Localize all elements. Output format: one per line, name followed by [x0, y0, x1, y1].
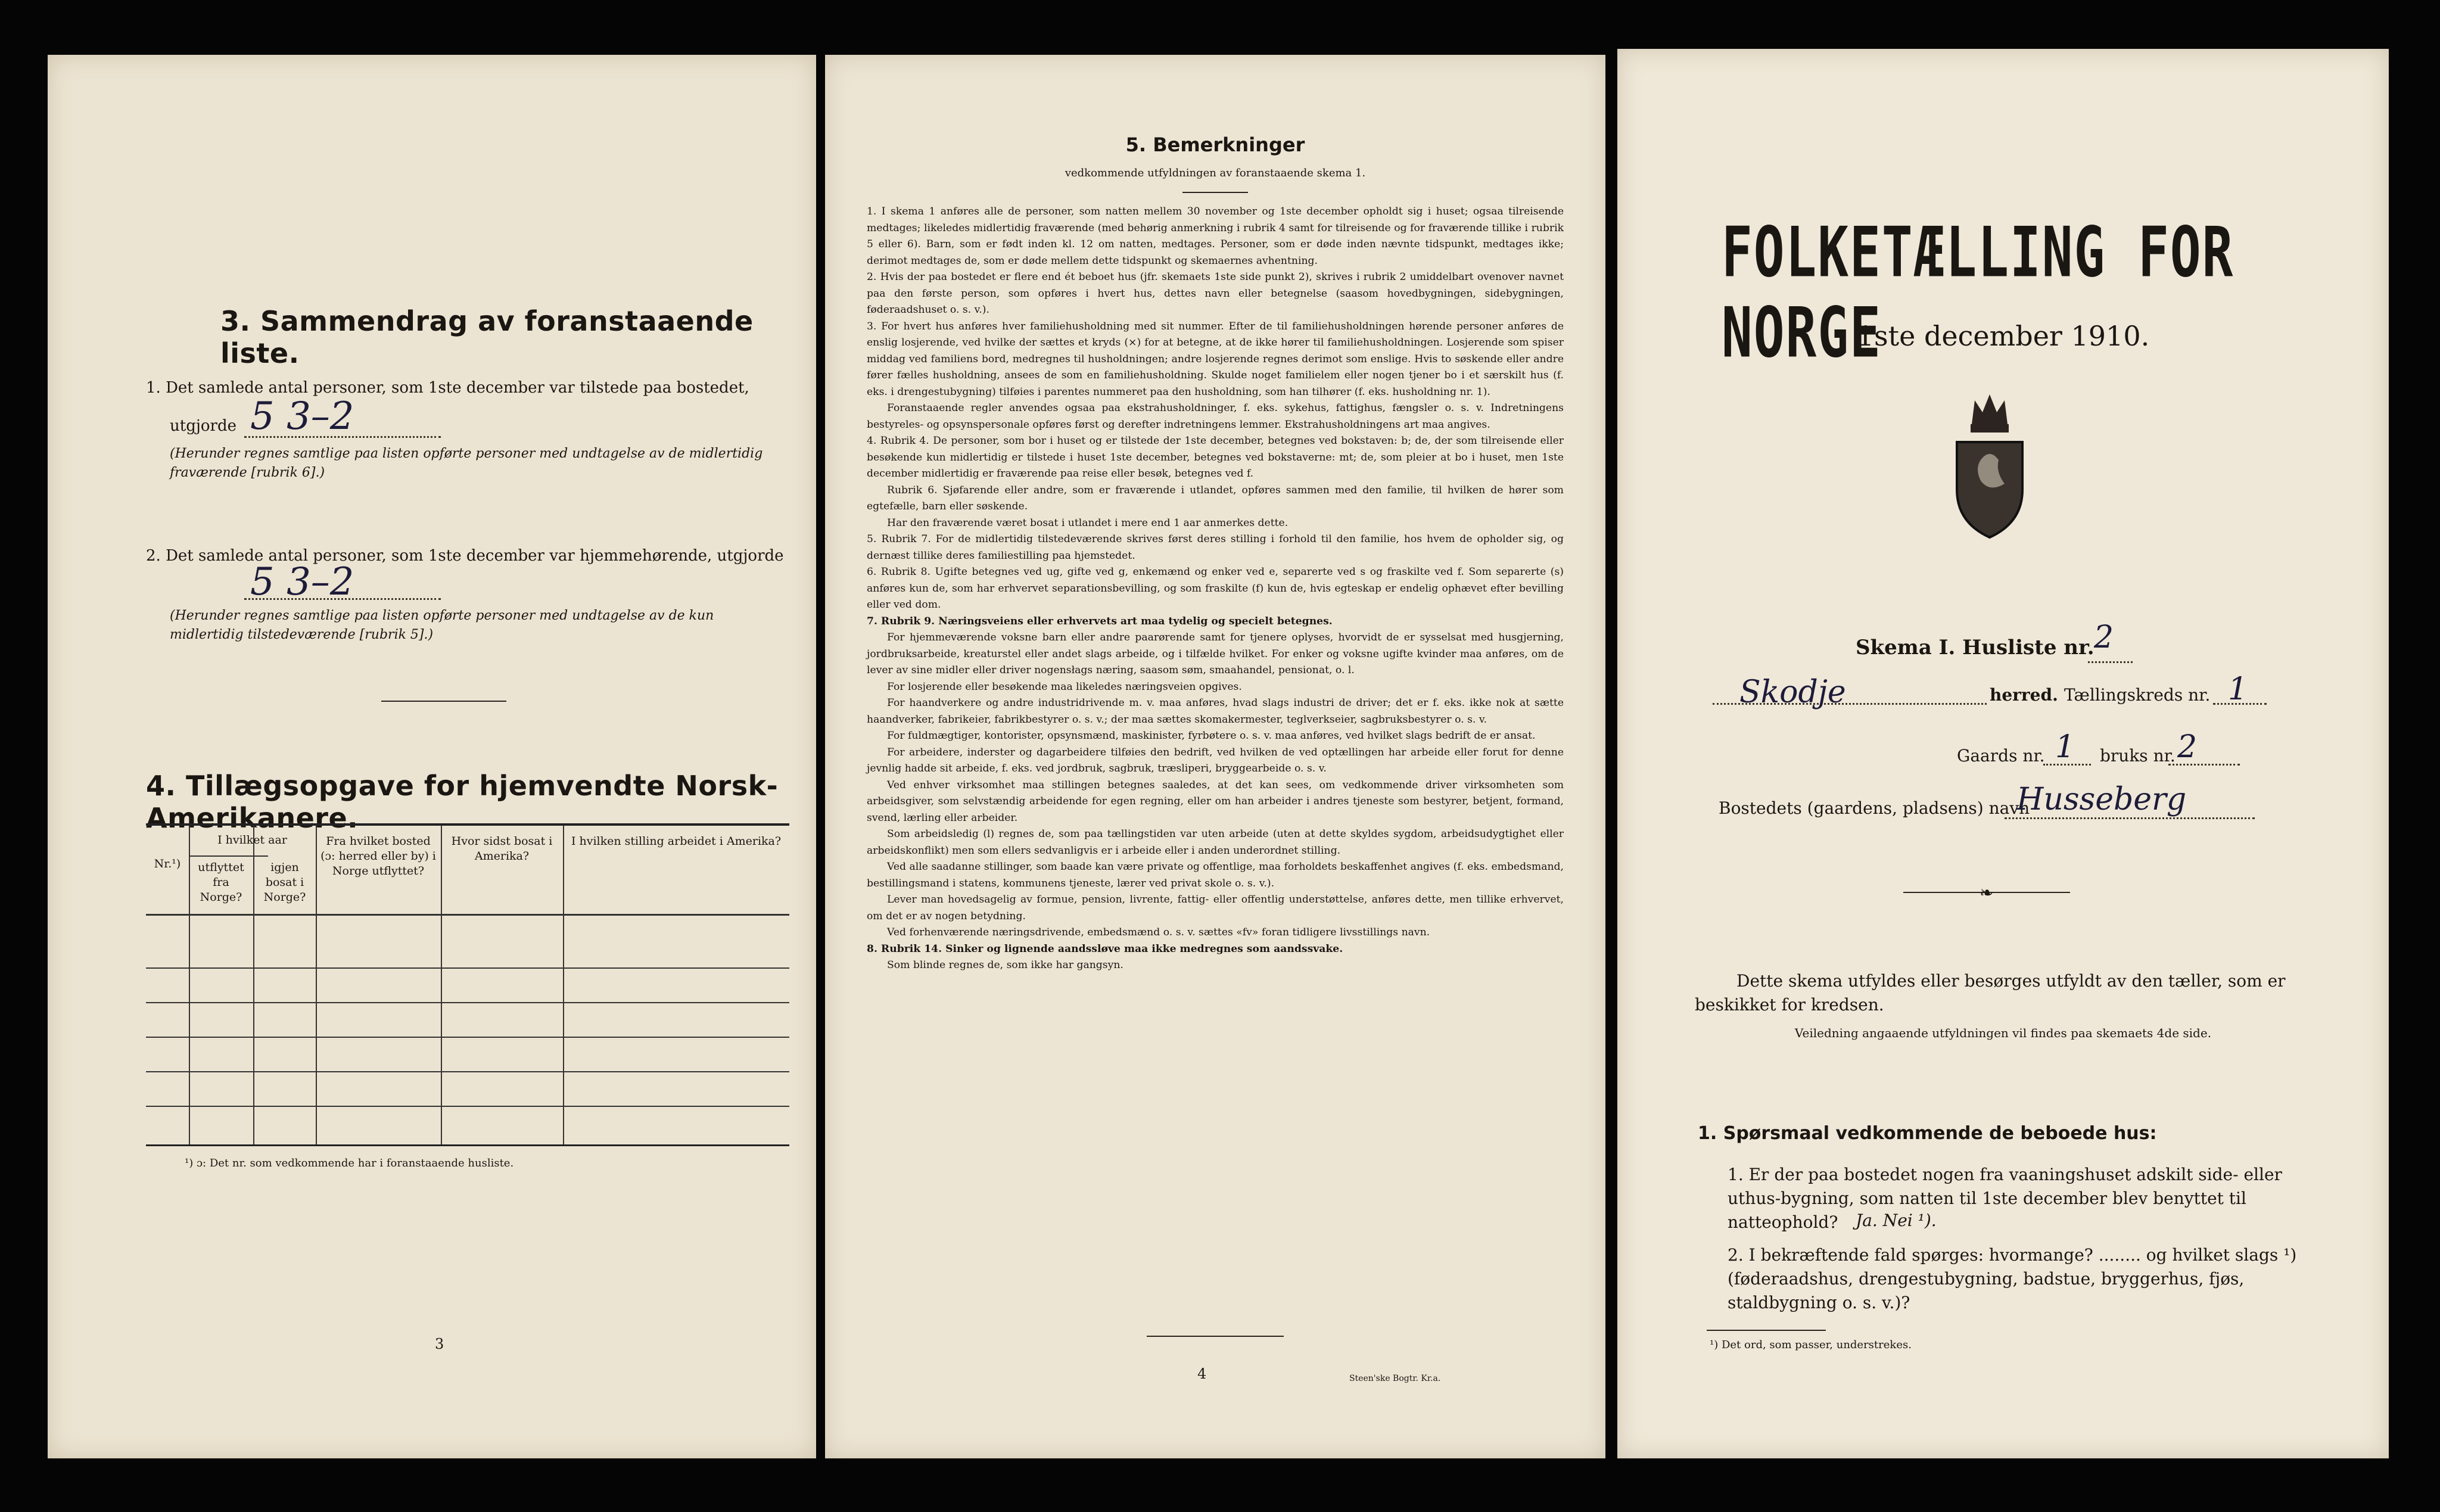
skema-label: Skema I. Husliste nr.: [1856, 636, 2094, 659]
question-1: 1. Er der paa bostedet nogen fra vaaningshuset adskilt side- eller uthus-bygning, som natten til 1ste december blev benyttet til natteophold?: [1728, 1165, 2282, 1232]
bosted-label: Bostedets (gaardens, pladsens) navn: [1719, 798, 2030, 818]
q-heading: 1. Spørsmaal vedkommende de beboede hus:: [1698, 1123, 2157, 1144]
printer-imprint: Steen'ske Bogtr. Kr.a.: [1349, 1374, 1441, 1383]
s3-item-1: 1. Det samlede antal personer, som 1ste december var tilstede paa bostedet,: [146, 379, 749, 397]
dots: [2168, 764, 2240, 766]
remark-5: 5. Rubrik 7. For de midlertidig tilstedeværende skrives først deres stilling i forhold til den familie, hos hvem de opholder sig, og dernæst tillike deres familiestilling paa hjemstedet.: [867, 533, 1564, 562]
census-title: FOLKETÆLLING FOR NORGE: [1722, 213, 2234, 374]
remarks-list: [867, 204, 1564, 974]
norsk-amerikanere-table: [146, 823, 789, 1146]
page-4: [825, 55, 1605, 1458]
kreds-value: 1: [2228, 671, 2248, 707]
s3-item-1-note: (Herunder regnes samtlige paa listen opførte personer med undtagelse av de midlertidig fraværende [rubrik 6].): [170, 446, 763, 480]
remark-7f: For arbeidere, inderster og dagarbeidere tilføies den bedrift, ved hvilken de ved optællingen har arbeide eller forut for denne jevnlig hadde sit arbeide, f. eks. ved jordbruk, sagbruk, træsliperi, bryggearbeide o. s. v.: [867, 746, 1564, 774]
husliste-value: 2: [2094, 620, 2114, 655]
s3-item-2: 2. Det samlede antal personer, som 1ste december var hjemmehørende, utgjorde: [146, 547, 784, 565]
coat-of-arms-icon: [1948, 388, 2031, 543]
remark-7k: Ved forhenværende næringsdrivende, embedsmænd o. s. v. sættes «fv» foran tidligere livsstillings navn.: [887, 926, 1430, 938]
bruks-value: 2: [2177, 729, 2198, 765]
remark-4b: Rubrik 6. Sjøfarende eller andre, som er fraværende i utlandet, opføres sammen med den familie, til hvilken de hører som egtefælle, barn eller søskende.: [867, 484, 1564, 512]
s3-item-1-value: 5 3–2: [250, 394, 354, 438]
th-hvor-sidst: Hvor sidst bosat i Amerika?: [451, 835, 553, 863]
section-3-heading: 3. Sammendrag av foranstaaende liste.: [220, 305, 754, 369]
remark-6: 6. Rubrik 8. Ugifte betegnes ved ug, gifte ved g, enkemænd og enker ved e, separerte ved s og fraskilte ved f. Som separerte (s) anføres kun de, som har erhvervet separationsbevilling, og som fraskilte (f) kun de, hvis egteskap er endelig ophævet efter bevilling eller ved dom.: [867, 566, 1564, 611]
remark-8b: Som blinde regnes de, som ikke har gangsyn.: [887, 959, 1123, 971]
th-nr: Nr.¹): [154, 857, 181, 870]
page-3: [48, 55, 816, 1458]
remark-7e: For fuldmægtiger, kontorister, opsynsmænd, maskinister, fyrbøtere o. s. v. maa anføres, ved hvilket slags bedrift de er ansat.: [887, 730, 1536, 742]
dots: [2043, 764, 2091, 766]
divider: [1182, 192, 1248, 193]
remark-7g: Ved enhver virksomhet maa stillingen betegnes saaledes, at det kan sees, om vedkommende driver virksomheten som arbeidsgiver, som selvstændig arbeidende for egen regning, eller om han arbeider i andres tjeneste som bestyrer, betjent, formand, svend, lærling eller arbeider.: [867, 779, 1564, 824]
remark-7: 7. Rubrik 9. Næringsveiens eller erhvervets art maa tydelig og specielt betegnes.: [867, 615, 1333, 627]
remarks-subheading: vedkommende utfyldningen av foranstaaende skema 1.: [1065, 167, 1366, 179]
footnote: ¹) Det ord, som passer, understrekes.: [1710, 1339, 1912, 1351]
title-page: [1617, 49, 2389, 1458]
remark-7d: For haandverkere og andre industridrivende m. v. maa anføres, hvad slags industri de driver; det er f. eks. ikke nok at sætte haandverker, fabrikeier, fabrikbestyrer o. s. v.; der maa sættes skomakermester, teglverkseier, sagbruksbestyrer o. s. v.: [867, 697, 1564, 726]
remark-7b: For hjemmeværende voksne barn eller andre paarørende samt for tjenere oplyses, hvorvidt de er sysselsat med husgjerning, jordbruksarbeide, kreaturstel eller andet slags arbeide, og i tilfælde hvilket. For enker og voksne ugifte kvinder maa anføres, om de lever av sine midler eller driver nogensłags næring, saasom søm, smaahandel, pensionat, o. l.: [867, 631, 1564, 676]
remark-7h: Som arbeidsledig (l) regnes de, som paa tællingstiden var uten arbeide (uten at dette skyldes sygdom, arbeidsudygtighet eller arbeidskonflikt) men som ellers sedvanligvis er i arbeide eller i anden underordnet stilling.: [867, 828, 1564, 857]
veiledning: Veiledning angaaende utfyldningen vil findes paa skemaets 4de side.: [1794, 1026, 2212, 1040]
s3-item-2-dots: [244, 598, 441, 600]
remark-3: 3. For hvert hus anføres hver familiehusholdning med sit nummer. Efter de til familiehusholdningen hørende personer anføres de enslig losjerende, ved hvilke der sættes et kryds (×) for at betegne, at de ikke hører til familiehusholdningen. Losjerende som spiser middag ved familiens bord, medregnes til husholdningen; andre losjerende regnes derimot som enslige. Hvis to søskende eller andre fører fælles husholdning, ansees de som en familiehusholdning. Skulde noget familielem eller nogen tjener bo i et særskilt hus (f. eks. i drengestubygning) tilføies i parentes nummeret paa den husholdning, som han tilhører (f. eks. husholdning nr. 1).: [867, 320, 1564, 398]
remark-2: 2. Hvis der paa bostedet er flere end ét beboet hus (jfr. skemaets 1ste side punkt 2), skrives i rubrik 2 umiddelbart ovenover navnet paa den første person, som opføres i hvert hus, dettes navn eller betegnelse (saasom hovedbygningen, sidebygningen, føderaadshuset o. s. v.).: [867, 271, 1564, 316]
remark-1: 1. I skema 1 anføres alle de personer, som natten mellem 30 november og 1ste december opholdt sig i huset; ogsaa tilreisende medtages; likeledes midlertidig fraværende (med behørig anmerkning i rubrik 4 samt for tilreisende og for fraværende tillike i rubrik 5 eller 6). Barn, som er født inden kl. 12 om natten, medtages. Personer, som er døde inden nævnte tidspunkt, medtages ikke; derimot medtages de, som er døde mellem dette tidspunkt og skemaernes avhentning.: [867, 206, 1564, 267]
s3-item-1-dots: [244, 436, 441, 438]
section-4-heading: 4. Tillægsopgave for hjemvendte Norsk-Amerikanere.: [146, 770, 779, 834]
th-fra-hvilket: Fra hvilket bosted (ɔ: herred eller by) i Norge utflyttet?: [320, 835, 436, 878]
bruks-label: bruks nr.: [2100, 746, 2176, 766]
page-number: 3: [435, 1336, 444, 1352]
census-date: 1ste december 1910.: [1856, 320, 2150, 352]
remark-3b: Foranstaaende regler anvendes ogsaa paa ekstrahusholdninger, f. eks. sykehus, fattighus, fængsler o. s. v. Indretningens bestyreles- og opsynspersonale opføres først og derefter indretningens lemmer. Ekstrahusholdningens art maa angives.: [867, 402, 1564, 431]
page-number: 4: [1197, 1365, 1207, 1382]
th-utflyttet: utflyttet fra Norge?: [198, 861, 244, 904]
remark-7i: Ved alle saadanne stillinger, som baade kan være private og offentlige, maa forholdets beskaffenhet angives (f. eks. embedsmand, bestillingsmand i statens, kommunens tjeneste, lærer ved privat skole o. s. v.).: [867, 861, 1564, 889]
table-footnote: ¹) ɔ: Det nr. som vedkommende har i foranstaaende husliste.: [185, 1157, 514, 1169]
s3-item-2-value: 5 3–2: [250, 560, 354, 604]
remarks-heading: 5. Bemerkninger: [1125, 133, 1305, 156]
question-2: 2. I bekræftende fald spørges: hvormange? ........ og hvilket slags ¹) (føderaadshus, drengestubygning, badstue, bryggerhus, fjøs, staldbygning o. s. v.)?: [1728, 1245, 2297, 1312]
dots: [2213, 703, 2267, 705]
gaards-value: 1: [2055, 729, 2075, 765]
divider: [381, 701, 506, 702]
remark-8: 8. Rubrik 14. Sinker og lignende aandssløve maa ikke medregnes som aandssvake.: [867, 942, 1343, 955]
remark-4c: Har den fraværende været bosat i utlandet i mere end 1 aar anmerkes dette.: [887, 517, 1289, 529]
gaards-label: Gaards nr.: [1957, 746, 2045, 766]
herred-value: Skodje: [1739, 674, 1846, 710]
th-hvilket-aar: I hvilket aar: [217, 833, 287, 847]
dots: [2005, 817, 2255, 819]
remark-4: 4. Rubrik 4. De personer, som bor i huset og er tilstede der 1ste december, betegnes ved bokstaven: b; de, der som tilreisende eller besøkende kun midlertidig er tilstede i huset 1ste december, betegnes ved bokstaverne: mt; de, som pleier at bo i huset, men 1ste december midlertidig er fraværende paa reise eller besøk, betegnes ved f.: [867, 435, 1564, 480]
kreds-label: Tællingskreds nr.: [2064, 685, 2211, 705]
bosted-value: Husseberg: [2016, 782, 2187, 817]
question-1-answer: Ja. Nei ¹).: [1856, 1211, 1937, 1230]
dots: [2088, 661, 2133, 663]
herred-label: herred.: [1990, 685, 2058, 705]
ornament-icon: ❧: [1980, 883, 1994, 903]
divider: [1707, 1330, 1826, 1331]
s3-item-1-label: utgjorde: [170, 417, 237, 435]
intro-text: Dette skema utfyldes eller besørges utfyldt av den tæller, som er beskikket for kredsen.: [1695, 971, 2286, 1015]
divider: [1147, 1336, 1284, 1337]
remark-7c: For losjerende eller besøkende maa likeledes næringsveien opgives.: [887, 680, 1242, 693]
th-igjen: igjen bosat i Norge?: [263, 861, 306, 904]
s3-item-2-note: (Herunder regnes samtlige paa listen opførte personer med undtagelse av de kun midlertidig tilstedeværende [rubrik 5].): [170, 608, 714, 642]
remark-7j: Lever man hovedsagelig av formue, pension, livrente, fattig- eller offentlig understøttelse, anføres dette, men tillike erhvervet, om det er av nogen betydning.: [867, 894, 1564, 922]
th-stilling: I hvilken stilling arbeidet i Amerika?: [571, 835, 782, 848]
